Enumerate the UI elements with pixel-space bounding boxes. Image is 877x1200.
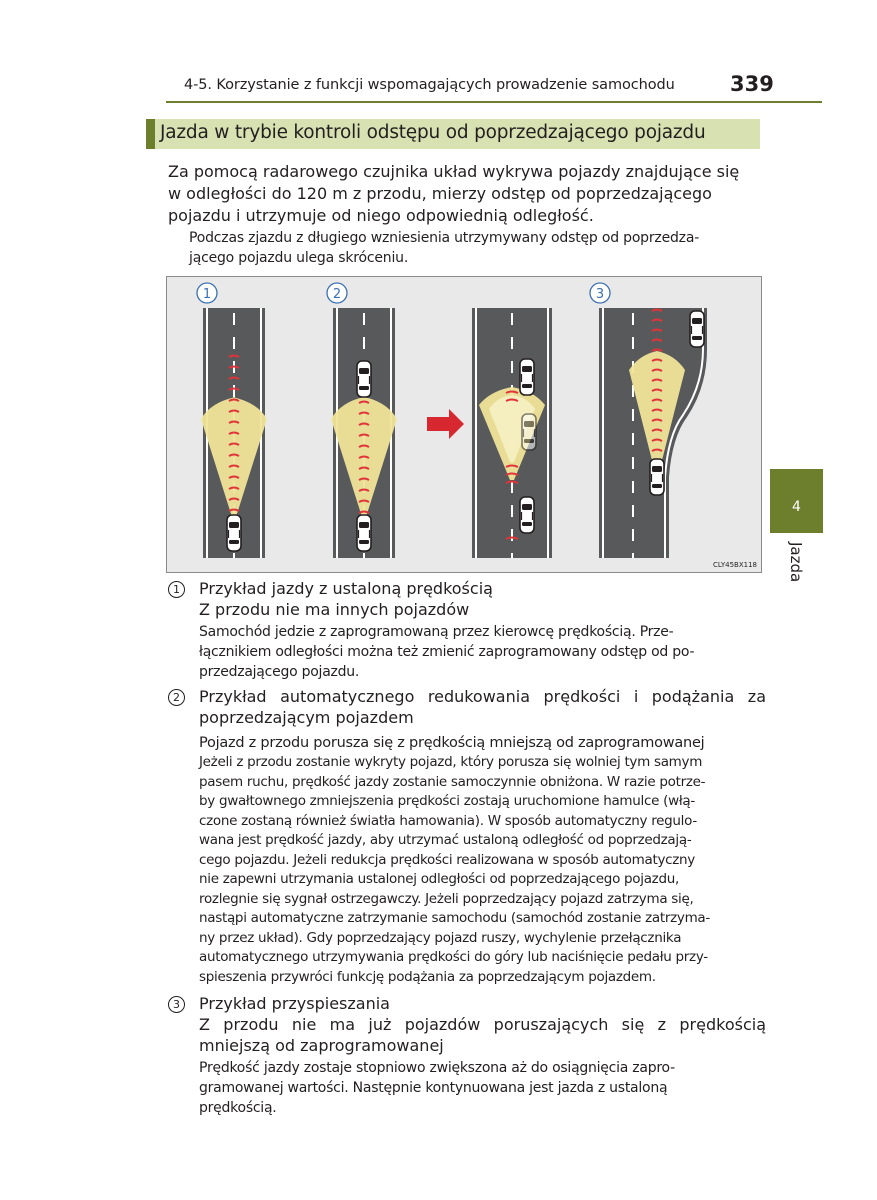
list-item — [166, 578, 766, 682]
radar-illustration-svg — [167, 277, 763, 574]
item-description-line: cego pojazdu. Jeżeli redukcja prędkości realizowana w sposób automatyczny — [199, 851, 695, 868]
item-description-line: ny przez układ). Gdy poprzedzający pojazd ruszy, wychylenie przełącznika — [199, 929, 682, 946]
item-description-line: by gwałtownego zmniejszenia prędkości zostają uruchomione hamulce (włą- — [199, 793, 695, 809]
intro-note-line: jącego pojazdu ulega skróceniu. — [189, 250, 409, 266]
item-description-line: rozlegnie się sygnał ostrzegawczy. Jeżeli poprzedzający pojazd zatrzyma się, — [199, 890, 694, 907]
chapter-number: 4 — [792, 499, 801, 515]
intro-line: Za pomocą radarowego czujnika układ wykrywa pojazdy znajdujące się — [168, 162, 740, 181]
item-subtitle: Pojazd z przodu porusza się z prędkością mniejszą od zaprogramowanej — [199, 735, 705, 751]
item-subtitle: Z przodu nie ma innych pojazdów — [199, 600, 470, 619]
item-description-line: łącznikiem odległości można też zmienić zaprogramowany odstęp od po- — [199, 644, 695, 660]
header-rule — [166, 101, 822, 103]
chapter-tab — [770, 469, 823, 533]
item-marker: 2 — [168, 689, 185, 706]
item-description-line: nastąpi automatyczne zatrzymanie samochodu (samochód zostanie zatrzyma- — [199, 910, 710, 926]
item-subtitle: mniejszą od zaprogramowanej — [199, 1036, 444, 1055]
item-description-line: Prędkość jazdy zostaje stopniowo zwiększona aż do osiągnięcia zapro- — [199, 1060, 675, 1076]
intro-line: pojazdu i utrzymuje od niego odpowiednią odległość. — [168, 206, 594, 225]
road-scene-3 — [472, 308, 552, 558]
radar-illustration — [166, 276, 762, 573]
svg-text:3: 3 — [595, 287, 605, 302]
item-description-line: nie zapewni utrzymania ustalonej odległości od poprzedzającego pojazdu, — [199, 871, 679, 887]
figure-marker-1 — [197, 283, 217, 303]
list-item — [166, 686, 766, 987]
figure-marker-3 — [590, 283, 610, 303]
section-heading-bar — [146, 119, 155, 149]
item-description — [199, 1058, 766, 1118]
section-heading-text: Jazda w trybie kontroli odstępu od poprzedzającego pojazdu — [160, 122, 706, 143]
intro-paragraph — [168, 161, 768, 227]
item-description-line: czone zostaną również światła hamowania). W sposób automatyczny regulo- — [199, 812, 697, 829]
item-description-line: spieszenia przywróci funkcję podążania za poprzedzającym pojazdem. — [199, 968, 656, 985]
item-marker: 3 — [168, 996, 185, 1013]
figure-code: CLY45BX118 — [713, 561, 757, 569]
item-title: Przykład przyspieszania — [199, 994, 390, 1013]
chapter-label: Jazda — [787, 542, 805, 583]
item-description — [199, 753, 766, 987]
list-item — [166, 993, 766, 1118]
road-scene-4 — [599, 308, 707, 558]
item-description-line: gramowanej wartości. Następnie kontynuowana jest jazda z ustaloną — [199, 1080, 668, 1096]
road-scene-1 — [201, 308, 267, 558]
item-description — [199, 622, 766, 682]
item-description-line: pasem ruchu, prędkość jazdy zostanie samoczynnie obniżona. W razie potrze- — [199, 773, 706, 790]
item-description-line: prędkością. — [199, 1100, 277, 1116]
svg-text:2: 2 — [332, 287, 342, 302]
item-title: Przykład jazdy z ustaloną prędkością — [199, 579, 493, 598]
page-number: 339 — [730, 72, 774, 96]
section-heading — [146, 119, 760, 149]
example-list — [166, 578, 766, 1118]
running-header: 4-5. Korzystanie z funkcji wspomagających prowadzenie samochodu — [184, 77, 675, 93]
item-description-line: automatycznego utrzymywania prędkości do góry lub naciśnięcie pedału przy- — [199, 949, 708, 965]
road-scene-2 — [331, 308, 397, 558]
item-marker: 1 — [168, 581, 185, 598]
item-title-continued: poprzedzającym pojazdem — [199, 708, 414, 727]
item-description-line: przedzającego pojazdu. — [199, 664, 360, 680]
svg-text:1: 1 — [202, 287, 212, 302]
intro-line: w odległości do 120 m z przodu, mierzy odstęp od poprzedzającego — [168, 184, 712, 203]
item-description-line: Jeżeli z przodu zostanie wykryty pojazd, który porusza się wolniej tym samym — [199, 754, 703, 770]
intro-note-line: Podczas zjazdu z długiego wzniesienia utrzymywany odstęp od poprzedza- — [189, 230, 700, 246]
transition-arrow — [427, 409, 464, 439]
item-subtitle: Z przodu nie ma już pojazdów poruszających się z prędkością — [199, 1015, 766, 1034]
item-description-line: wana jest prędkość jazdy, aby utrzymać ustaloną odległość od poprzedzają- — [199, 832, 692, 848]
intro-note — [189, 228, 764, 268]
item-description-line: Samochód jedzie z zaprogramowaną przez kierowcę prędkością. Prze- — [199, 624, 674, 640]
figure-marker-2 — [327, 283, 347, 303]
item-title: Przykład automatycznego redukowania prędkości i podążania za — [199, 687, 766, 706]
